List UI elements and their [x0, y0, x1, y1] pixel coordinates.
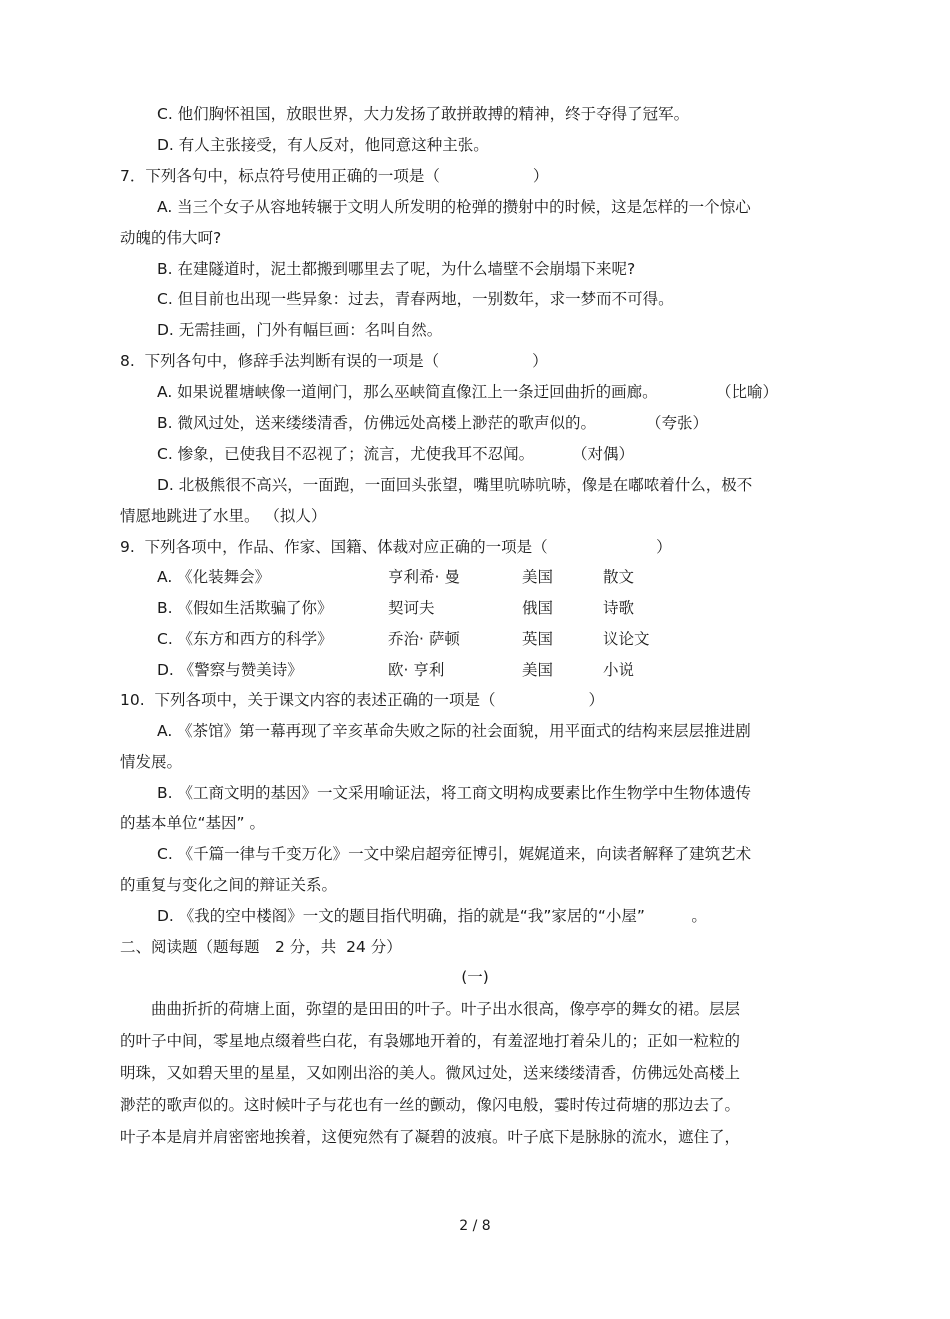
q9-work: D. 《警察与赞美诗》 [157, 661, 303, 679]
q9-country: 美国 [522, 568, 554, 586]
q9-author: 乔治· 萨顿 [388, 630, 460, 648]
q10-option-c-line2: 的重复与变化之间的辩证关系。 [120, 876, 338, 894]
passage-line: 明珠，又如碧天里的星星，又如刚出浴的美人。微风过处，送来缕缕清香，仿佛远处高楼上 [120, 1064, 741, 1082]
passage-line: 叶子本是肩并肩密密地挨着，这便宛然有了凝碧的波痕。叶子底下是脉脉的流水，遮住了， [120, 1128, 741, 1146]
page-number: 2 / 8 [459, 1218, 491, 1234]
section2-heading: 二、阅读题（题每题 2 分，共 24 分） [120, 938, 402, 956]
q8-option-d-line2: 情愿地跳进了水里。 （拟人） [120, 507, 327, 525]
q8-option-c: C. 惨象，已使我目不忍视了；流言，尤使我耳不忍闻。 [157, 445, 535, 463]
q8-option-a-tag: （比喻） [716, 383, 779, 401]
q7-option-b: B. 在建隧道时，泥土都搬到哪里去了呢，为什么墙壁不会崩塌下来呢? [157, 260, 636, 278]
q9-work: A. 《化装舞会》 [157, 568, 271, 586]
q10-option-b-line1: B. 《工商文明的基因》一文采用喻证法，将工商文明构成要素比作生物学中生物体遗传 [157, 784, 751, 802]
q7-option-d: D. 无需挂画，门外有幅巨画：名叫自然。 [157, 321, 443, 339]
passage-line: 渺茫的歌声似的。这时候叶子与花也有一丝的颤动，像闪电般，霎时传过荷塘的那边去了。 [120, 1096, 741, 1114]
q9-author: 亨利希· 曼 [388, 568, 460, 586]
q7-option-c: C. 但目前也出现一些异象：过去，青春两地，一别数年，求一梦而不可得。 [157, 290, 674, 308]
q7-option-a-line2: 动魄的伟大呵? [120, 229, 222, 247]
q7-option-a-line1: A. 当三个女子从容地转辗于文明人所发明的枪弹的攒射中的时候，这是怎样的一个惊心 [157, 198, 751, 216]
q9-stem: 9. 下列各项中，作品、作家、国籍、体裁对应正确的一项是（ ） [120, 538, 672, 556]
q9-genre: 诗歌 [603, 599, 635, 617]
q8-option-c-tag: （对偶） [572, 445, 635, 463]
passage-line: 曲曲折折的荷塘上面，弥望的是田田的叶子。叶子出水很高，像亭亭的舞女的裙。层层 [120, 1000, 741, 1018]
q9-work: C. 《东方和西方的科学》 [157, 630, 333, 648]
q9-country: 英国 [522, 630, 554, 648]
q6-option-c: C. 他们胸怀祖国，放眼世界，大力发扬了敢拼敢搏的精神，终于夺得了冠军。 [157, 105, 690, 123]
q9-country: 俄国 [522, 599, 554, 617]
q9-author: 契诃夫 [388, 599, 435, 617]
q10-option-b-line2: 的基本单位“基因” 。 [120, 814, 265, 832]
q10-option-a-line2: 情发展。 [120, 753, 183, 771]
passage-line: 的叶子中间，零星地点缀着些白花，有袅娜地开着的，有羞涩地打着朵儿的；正如一粒粒的 [120, 1032, 741, 1050]
q10-option-a-line1: A. 《茶馆》第一幕再现了辛亥革命失败之际的社会面貌，用平面式的结构来层层推进剧 [157, 722, 751, 740]
q8-option-b: B. 微风过处，送来缕缕清香，仿佛远处高楼上渺茫的歌声似的。 [157, 414, 596, 432]
q7-stem: 7．下列各句中，标点符号使用正确的一项是（ ） [120, 167, 549, 185]
q9-country: 美国 [522, 661, 554, 679]
q8-option-a: A. 如果说瞿塘峡像一道闸门，那么巫峡简直像江上一条迂回曲折的画廊。 [157, 383, 658, 401]
q8-option-b-tag: （夸张） [646, 414, 709, 432]
q10-stem: 10. 下列各项中，关于课文内容的表述正确的一项是（ ） [120, 691, 605, 709]
q9-genre: 散文 [603, 568, 635, 586]
q9-author: 欧· 亨利 [388, 661, 445, 679]
q9-genre: 小说 [603, 661, 635, 679]
section2-subheading: (一) [461, 968, 489, 986]
q10-option-d: D. 《我的空中楼阁》一文的题目指代明确，指的就是“我”家居的“小屋” 。 [157, 907, 707, 925]
q9-work: B. 《假如生活欺骗了你》 [157, 599, 333, 617]
q6-option-d: D. 有人主张接受，有人反对，他同意这种主张。 [157, 136, 489, 154]
q10-option-c-line1: C. 《千篇一律与千变万化》一文中梁启超旁征博引，娓娓道来，向读者解释了建筑艺术 [157, 845, 752, 863]
q9-genre: 议论文 [603, 630, 650, 648]
q8-option-d-line1: D. 北极熊很不高兴，一面跑，一面回头张望，嘴里吭哧吭哧，像是在嘟哝着什么，极不 [157, 476, 753, 494]
q8-stem: 8. 下列各句中，修辞手法判断有误的一项是（ ） [120, 352, 548, 370]
